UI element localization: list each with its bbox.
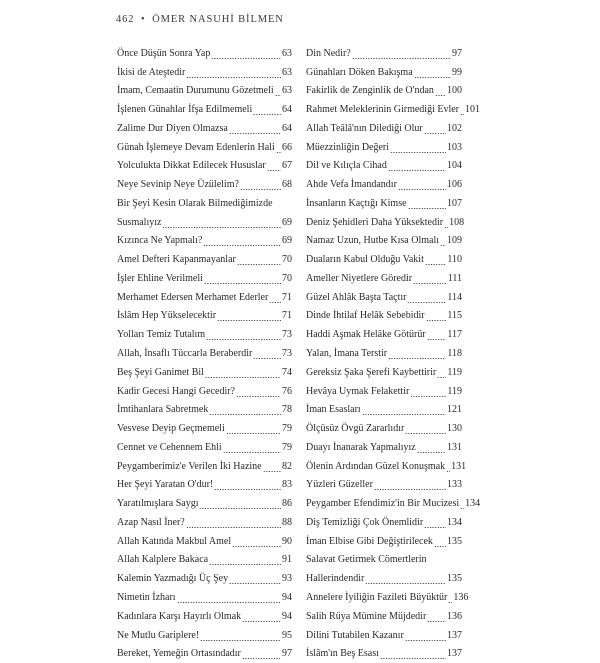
toc-entry-title: Kadir Gecesi Hangi Gecedir? — [117, 386, 235, 398]
toc-entry-page: 119 — [447, 367, 462, 379]
toc-entry-title: Fakirlik de Zenginlik de O'ndan — [306, 85, 434, 97]
toc-entry — [117, 100, 292, 119]
toc-entry-page: 63 — [282, 48, 292, 60]
toc-entry-page: 121 — [447, 404, 462, 416]
dot-leader — [426, 314, 447, 322]
toc-entry-title: Allah Teâlâ'nın Dilediği Olur — [306, 123, 423, 135]
dot-leader — [425, 258, 447, 266]
toc-entry — [306, 626, 462, 645]
toc-entry — [306, 551, 462, 570]
toc-entry-page: 101 — [465, 104, 480, 116]
toc-entry-page: 73 — [282, 348, 292, 360]
toc-entry — [117, 588, 292, 607]
toc-entry-page: 97 — [452, 48, 462, 60]
toc-entry — [306, 532, 462, 551]
dot-leader — [236, 390, 281, 398]
toc-entry — [306, 175, 462, 194]
dot-leader — [427, 615, 446, 623]
toc-entry-page: 64 — [282, 104, 292, 116]
toc-entry-title: Ölçüsüz Övgü Zararlıdır — [306, 423, 404, 435]
toc-entry — [117, 157, 292, 176]
toc-entry — [117, 307, 292, 326]
toc-entry — [306, 363, 462, 382]
toc-entry-title: Günah İşlemeye Devam Edenlerin Hali — [117, 142, 275, 154]
toc-entry — [117, 569, 292, 588]
toc-entry-page: 131 — [451, 461, 466, 473]
toc-entry-title: Duaların Kabul Olduğu Vakit — [306, 254, 424, 266]
toc-entry — [117, 363, 292, 382]
toc-entry-title: Hallerindendir — [306, 573, 364, 585]
toc-entry-page: 119 — [447, 386, 462, 398]
toc-entry-title: Peygamberimiz'e Verilen İki Hazine — [117, 461, 262, 473]
toc-entry — [117, 401, 292, 420]
toc-entry-page: 70 — [282, 273, 292, 285]
toc-entry — [117, 438, 292, 457]
toc-entry — [117, 194, 292, 213]
toc-entry-page: 115 — [447, 310, 462, 322]
toc-entry-page: 74 — [282, 367, 292, 379]
dot-leader — [186, 521, 281, 529]
toc-entry-page: 134 — [465, 498, 480, 510]
toc-entry-page: 109 — [447, 235, 462, 247]
toc-entry-title: Allah, İnsaflı Tüccarla Beraberdir — [117, 348, 252, 360]
toc-entry-page: 94 — [282, 611, 292, 623]
dot-leader — [427, 333, 447, 341]
toc-entry — [117, 250, 292, 269]
dot-leader — [229, 127, 281, 135]
toc-entry-title: Dinde İhtilaf Helâk Sebebidir — [306, 310, 425, 322]
toc-entry-title: Yolculukta Dikkat Edilecek Hususlar — [117, 160, 266, 172]
toc-column-left — [117, 44, 292, 663]
toc-entry-title: Kızınca Ne Yapmalı? — [117, 235, 202, 247]
toc-entry — [117, 138, 292, 157]
toc-entry — [306, 588, 462, 607]
dot-leader — [267, 164, 281, 172]
toc-entry-page: 102 — [447, 123, 462, 135]
toc-entry-title: İmtihanlara Sabretmek — [117, 404, 208, 416]
toc-entry-title: İşler Ehline Verilmeli — [117, 273, 203, 285]
toc-entry-page: 91 — [282, 554, 292, 566]
toc-entry-title: Rahmet Meleklerinin Girmediği Evler — [306, 104, 459, 116]
toc-entry-page: 117 — [447, 329, 462, 341]
toc-entry — [306, 438, 462, 457]
toc-entry-title: Günahları Döken Bakışma — [306, 67, 413, 79]
toc-entry-title: Önce Düşün Sonra Yap — [117, 48, 210, 60]
toc-entry-page: 100 — [447, 85, 462, 97]
dot-leader — [263, 465, 281, 473]
toc-entry-page: 76 — [282, 386, 292, 398]
dot-leader — [203, 239, 281, 247]
toc-entry-title: Salih Rüya Mümine Müjdedir — [306, 611, 426, 623]
toc-entry — [117, 457, 292, 476]
toc-entry — [117, 119, 292, 138]
toc-entry-page: 94 — [282, 592, 292, 604]
toc-entry-title: Amel Defteri Kapanmayanlar — [117, 254, 236, 266]
toc-entry — [117, 626, 292, 645]
toc-entry — [306, 63, 462, 82]
header-separator: • — [141, 14, 146, 25]
toc-entry — [306, 194, 462, 213]
dot-leader — [242, 652, 281, 660]
toc-entry-title: İşlenen Günahlar İfşa Edilmemeli — [117, 104, 252, 116]
page-number: 462 — [116, 14, 134, 25]
toc-entry-title: Zalime Dur Diyen Olmazsa — [117, 123, 228, 135]
toc-entry-page: 134 — [447, 517, 462, 529]
dot-leader — [226, 427, 281, 435]
toc-entry — [117, 513, 292, 532]
toc-entry — [306, 44, 462, 63]
toc-entry-title: Müezzinliğin Değeri — [306, 142, 389, 154]
toc-entry-page: 104 — [447, 160, 462, 172]
toc-entry — [306, 213, 462, 232]
toc-entry-title: Gereksiz Şaka Şerefi Kaybettirir — [306, 367, 436, 379]
toc-entry — [117, 232, 292, 251]
dot-leader — [405, 427, 446, 435]
dot-leader — [269, 296, 281, 304]
dot-leader — [407, 296, 446, 304]
dot-leader — [242, 615, 281, 623]
toc-entry-title: Güzel Ahlâk Başta Taçtır — [306, 292, 406, 304]
toc-entry — [117, 344, 292, 363]
toc-entry-title: Ahde Vefa İmandandır — [306, 179, 397, 191]
toc-entry — [306, 307, 462, 326]
dot-leader — [434, 540, 446, 548]
toc-entry-page: 70 — [282, 254, 292, 266]
toc-entry-title: Vesvese Deyip Geçmemeli — [117, 423, 225, 435]
toc-entry-page: 78 — [282, 404, 292, 416]
toc-entry — [117, 476, 292, 495]
toc-entry — [117, 532, 292, 551]
dot-leader — [162, 221, 281, 229]
dot-leader — [209, 408, 281, 416]
dot-leader — [206, 333, 281, 341]
toc-entry-title: Kadınlara Karşı Hayırlı Olmak — [117, 611, 241, 623]
toc-entry-title: Azap Nasıl İner? — [117, 517, 185, 529]
dot-leader — [435, 89, 446, 97]
toc-entry — [117, 269, 292, 288]
toc-entry — [306, 382, 462, 401]
dot-leader — [424, 521, 446, 529]
toc-entry-title: Dil ve Kılıçla Cihad — [306, 160, 387, 172]
toc-entry-title: İslâm Hep Yükselecektir — [117, 310, 216, 322]
toc-entry — [117, 382, 292, 401]
toc-entry-title: İslâm'ın Beş Esası — [306, 648, 379, 660]
toc-entry-title: Diş Temizliği Çok Önemlidir — [306, 517, 423, 529]
toc-entry — [306, 344, 462, 363]
toc-entry — [117, 288, 292, 307]
dot-leader — [200, 634, 281, 642]
toc-entry-title: Nimetin İzharı — [117, 592, 176, 604]
dot-leader — [437, 371, 446, 379]
toc-entry-page: 107 — [447, 198, 462, 210]
toc-entry-page: 97 — [282, 648, 292, 660]
toc-entry-page: 71 — [282, 292, 292, 304]
dot-leader — [388, 164, 446, 172]
dot-leader — [253, 108, 281, 116]
toc-entry — [117, 325, 292, 344]
toc-entry — [117, 82, 292, 101]
toc-entry — [306, 269, 462, 288]
toc-entry-page: 82 — [282, 461, 292, 473]
toc-entry-title: Deniz Şehidleri Daha Yüksektedir — [306, 217, 443, 229]
toc-entry — [306, 250, 462, 269]
toc-entry-page: 69 — [282, 235, 292, 247]
toc-entry-page: 108 — [449, 217, 464, 229]
toc-entry — [306, 513, 462, 532]
toc-entry-page: 90 — [282, 536, 292, 548]
toc-entry — [117, 63, 292, 82]
toc-entry-title: Yalan, İmana Terstir — [306, 348, 387, 360]
toc-entry-page: 95 — [282, 630, 292, 642]
dot-leader — [232, 540, 281, 548]
toc-entry-page: 66 — [282, 142, 292, 154]
toc-entry-page: 111 — [448, 273, 462, 285]
dot-leader — [217, 314, 281, 322]
toc-entry-title: Allah Kalplere Bakaca — [117, 554, 208, 566]
dot-leader — [460, 502, 464, 510]
toc-entry — [306, 325, 462, 344]
toc-entry-title: Yaratılmışlara Saygı — [117, 498, 198, 510]
dot-leader — [275, 89, 281, 97]
dot-leader — [211, 52, 281, 60]
dot-leader — [199, 502, 281, 510]
toc-entry-page: 93 — [282, 573, 292, 585]
dot-leader — [408, 202, 446, 210]
toc-entry-page: 79 — [282, 442, 292, 454]
toc-entry-page: 130 — [447, 423, 462, 435]
toc-entry-title: İman Elbise Gibi Değiştirilecek — [306, 536, 433, 548]
toc-entry-page: 68 — [282, 179, 292, 191]
dot-leader — [209, 558, 281, 566]
toc-entry — [306, 457, 462, 476]
dot-leader — [374, 483, 446, 491]
toc-entry-title: Dilini Tutabilen Kazanır — [306, 630, 404, 642]
toc-entry — [306, 494, 462, 513]
toc-entry — [306, 419, 462, 438]
dot-leader — [229, 577, 281, 585]
toc-entry-title: Allah Katında Makbul Amel — [117, 536, 231, 548]
toc-entry-page: 136 — [453, 592, 468, 604]
toc-entry-page: 99 — [452, 67, 462, 79]
dot-leader — [237, 258, 281, 266]
toc-entry-title: İkisi de Ateştedir — [117, 67, 185, 79]
dot-leader — [413, 277, 447, 285]
dot-leader — [390, 146, 446, 154]
dot-leader — [362, 408, 446, 416]
toc-entry-page: 73 — [282, 329, 292, 341]
toc-entry-page: 88 — [282, 517, 292, 529]
toc-entry-page: 136 — [447, 611, 462, 623]
toc-entry — [306, 100, 462, 119]
toc-entry — [117, 494, 292, 513]
toc-entry-page: 137 — [447, 630, 462, 642]
toc-entry — [117, 551, 292, 570]
toc-entry-page: 79 — [282, 423, 292, 435]
dot-leader — [365, 577, 446, 585]
toc-entry-title: Beş Şeyi Ganimet Bil — [117, 367, 204, 379]
toc-entry-title: Kalemin Yazmadığı Üç Şey — [117, 573, 228, 585]
toc-entry — [306, 569, 462, 588]
toc-entry — [117, 607, 292, 626]
toc-entry-title: Ameller Niyetlere Göredir — [306, 273, 412, 285]
toc-entry-page: 135 — [447, 536, 462, 548]
toc-entry-title: Susmalıyız — [117, 217, 161, 229]
toc-entry — [306, 157, 462, 176]
running-header — [116, 14, 284, 25]
toc-entry-page: 63 — [282, 67, 292, 79]
toc-entry-title: Haddi Aşmak Helâke Götürür — [306, 329, 426, 341]
toc-entry-title: Ne Mutlu Gariplere! — [117, 630, 199, 642]
toc-entry-title: Yolları Temiz Tutalım — [117, 329, 205, 341]
toc-entry-title: Merhamet Edersen Merhamet Ederler — [117, 292, 268, 304]
toc-entry — [306, 476, 462, 495]
toc-entry-title: Hevâya Uymak Felakettir — [306, 386, 409, 398]
toc-entry-title: Bir Şeyi Kesin Olarak Bilmediğimizde — [117, 198, 273, 210]
toc-entry-page: 69 — [282, 217, 292, 229]
toc-entry-title: Salavat Getirmek Cömertlerin — [306, 554, 427, 566]
toc-entry-page: 63 — [282, 85, 292, 97]
dot-leader — [405, 634, 446, 642]
dot-leader — [460, 108, 464, 116]
toc-entry-page: 135 — [447, 573, 462, 585]
toc-entry-title: Annelere İyiliğin Fazileti Büyüktür — [306, 592, 447, 604]
toc-entry — [117, 44, 292, 63]
toc-entry-page: 83 — [282, 479, 292, 491]
dot-leader — [446, 465, 450, 473]
dot-leader — [444, 221, 448, 229]
toc-entry-title: Namaz Uzun, Hutbe Kısa Olmalı — [306, 235, 439, 247]
toc-entry-page: 106 — [447, 179, 462, 191]
dot-leader — [186, 71, 281, 79]
toc-entry-page: 64 — [282, 123, 292, 135]
dot-leader — [448, 596, 452, 604]
toc-entry — [306, 119, 462, 138]
dot-leader — [380, 652, 446, 660]
toc-entry — [117, 419, 292, 438]
toc-column-right — [306, 44, 462, 663]
toc-entry — [306, 232, 462, 251]
toc-entry-page: 133 — [447, 479, 462, 491]
toc-entry-page: 118 — [447, 348, 462, 360]
toc-entry-title: Din Nedir? — [306, 48, 351, 60]
toc-entry-page: 114 — [447, 292, 462, 304]
toc-entry — [117, 175, 292, 194]
toc-entry-page: 110 — [447, 254, 462, 266]
toc-entry-page: 67 — [282, 160, 292, 172]
toc-entry-title: Neye Sevinip Neye Üzülelim? — [117, 179, 239, 191]
dot-leader — [388, 352, 446, 360]
dot-leader — [414, 71, 451, 79]
toc-entry — [306, 82, 462, 101]
dot-leader — [214, 483, 281, 491]
toc-entry-title: Peygamber Efendimiz'in Bir Mucizesi — [306, 498, 459, 510]
dot-leader — [417, 446, 446, 454]
toc-entry-page: 71 — [282, 310, 292, 322]
toc-entry-title: Bereket, Yemeğin Ortasındadır — [117, 648, 241, 660]
toc-entry-title: İmam, Cemaatin Durumunu Gözetmeli — [117, 85, 274, 97]
author-name: ÖMER NASUHİ BİLMEN — [152, 14, 284, 25]
toc-entry-page: 131 — [447, 442, 462, 454]
toc-entry — [306, 645, 462, 663]
toc-entry-title: Yüzleri Güzeller — [306, 479, 373, 491]
toc-entry — [306, 288, 462, 307]
dot-leader — [410, 390, 446, 398]
dot-leader — [253, 352, 281, 360]
toc-entry — [117, 213, 292, 232]
toc-entry-title: Ölenin Ardından Güzel Konuşmak — [306, 461, 445, 473]
toc-entry-title: Her Şeyi Yaratan O'dur! — [117, 479, 213, 491]
toc-entry-title: Cennet ve Cehennem Ehli — [117, 442, 222, 454]
dot-leader — [177, 596, 281, 604]
toc-entry — [306, 401, 462, 420]
toc-entry-page: 86 — [282, 498, 292, 510]
toc-entry-page: 103 — [447, 142, 462, 154]
toc-entry — [117, 645, 292, 663]
dot-leader — [440, 239, 446, 247]
dot-leader — [240, 183, 281, 191]
toc-entry-page: 137 — [447, 648, 462, 660]
dot-leader — [398, 183, 446, 191]
dot-leader — [424, 127, 446, 135]
toc-entry — [306, 607, 462, 626]
toc-entry-title: İman Esasları — [306, 404, 361, 416]
dot-leader — [205, 371, 281, 379]
toc-entry — [306, 138, 462, 157]
dot-leader — [352, 52, 451, 60]
dot-leader — [223, 446, 281, 454]
dot-leader — [276, 146, 281, 154]
toc-entry-title: Duayı İnanarak Yapmalıyız — [306, 442, 416, 454]
dot-leader — [204, 277, 281, 285]
toc-entry-title: İnsanların Kaçtığı Kimse — [306, 198, 407, 210]
